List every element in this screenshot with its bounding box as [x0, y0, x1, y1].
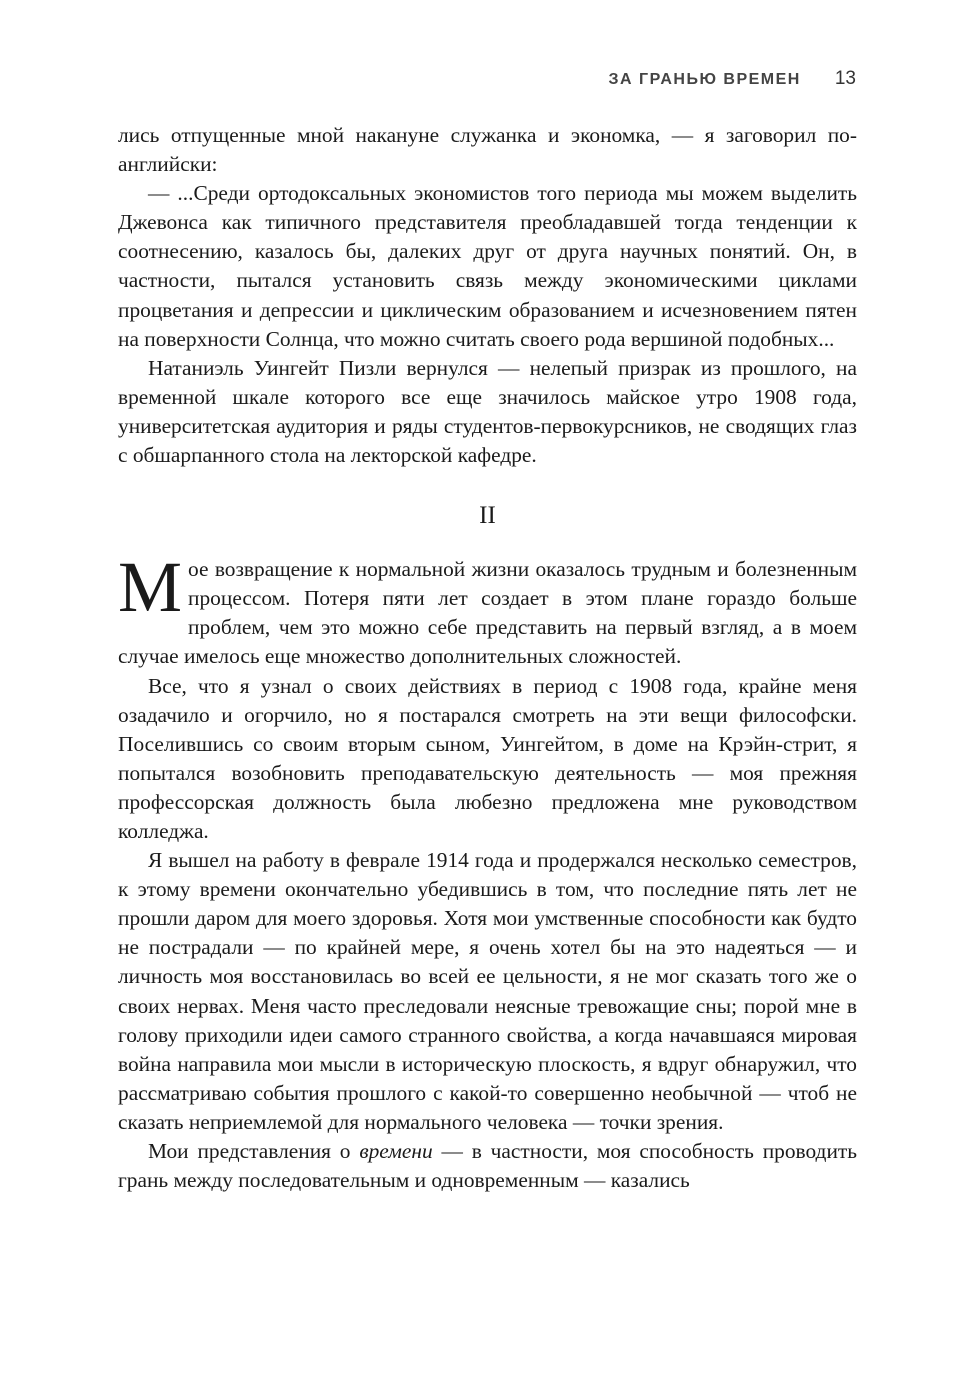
body-text	[118, 121, 857, 1195]
paragraph: Все, что я узнал о своих действиях в период с 1908 года, крайне меня озадачило и огорчило, но я постарался смотреть на эти вещи философски. Поселившись со своим вторым сыном, Уингейтом, в доме на Крэйн-стрит, я попытался возобновить преподавательскую деятельность — моя прежняя профессорская должность была любезно предложена мне руководством колледжа.	[118, 673, 857, 843]
paragraph: Натаниэль Уингейт Пизли вернулся — нелепый призрак из прошлого, на временной шкале которого все еще значилось майское утро 1908 года, университетская аудитория и ряды студентов-первокурсников, не сводящих глаз с обшарпанного стола на лекторской кафедре.	[118, 355, 857, 468]
chapter-first-paragraph-text: ое возвращение к нормальной жизни оказалось трудным и болезненным процессом. Потеря пяти лет создает в этом плане гораздо больше проблем, чем это можно себе представить на первый взгляд, а в моем случае имелось еще множество дополнительных сложностей.	[118, 557, 857, 669]
last-paragraph-rest: — в частности, моя способность проводить грань между последовательным и одновременным — казались	[118, 1139, 857, 1193]
drop-cap: М	[118, 547, 183, 628]
chapter-first-paragraph	[118, 547, 857, 671]
emphasis-word: времени	[359, 1139, 433, 1163]
running-head	[608, 68, 856, 90]
paragraph-continued: лись отпущенные мной накануне служанка и экономка, — я заговорил по-английски:	[118, 123, 857, 177]
last-paragraph-start: Мои представления о	[148, 1139, 360, 1163]
paragraph: Я вышел на работу в феврале 1914 года и продержался несколько семестров, к этому времени окончательно убедившись в том, что последние пять лет не прошли даром для моего здоровья. Хотя мои умственные способности как будто не пострадали — по крайней мере, я очень хотел бы на это надеяться — и личность моя восстановилась во всей ее цельности, я не мог сказать того же о своих нервах. Меня часто преследовали неясные тревожащие сны; порой мне в голову приходили идеи самого странного свойства, а когда начавшаяся мировая война направила мои мысли в историческую плоскость, я вдруг обнаружил, что рассматриваю события прошлого с какой-то совершенно необычной — чтоб не сказать неприемлемой для нормального человека — точки зрения.	[118, 848, 857, 1134]
running-title: ЗА ГРАНЬЮ ВРЕМЕН	[608, 71, 801, 88]
chapter-number: II	[479, 502, 496, 530]
paragraph-lecture-quote: — ...Среди ортодоксальных экономистов того периода мы можем выделить Джевонса как типичного представителя преобладавшей тогда тенденции к соотнесению, казалось бы, далеких друг от друга научных понятий. Он, в частности, пытался установить связь между экономическими циклами процветания и депрессии и циклическим образованием и исчезновением пятен на поверхности Солнца, что можно считать своего рода вершиной подобных...	[118, 181, 857, 351]
page-number: 13	[834, 68, 856, 89]
paragraph-last	[118, 1137, 857, 1195]
